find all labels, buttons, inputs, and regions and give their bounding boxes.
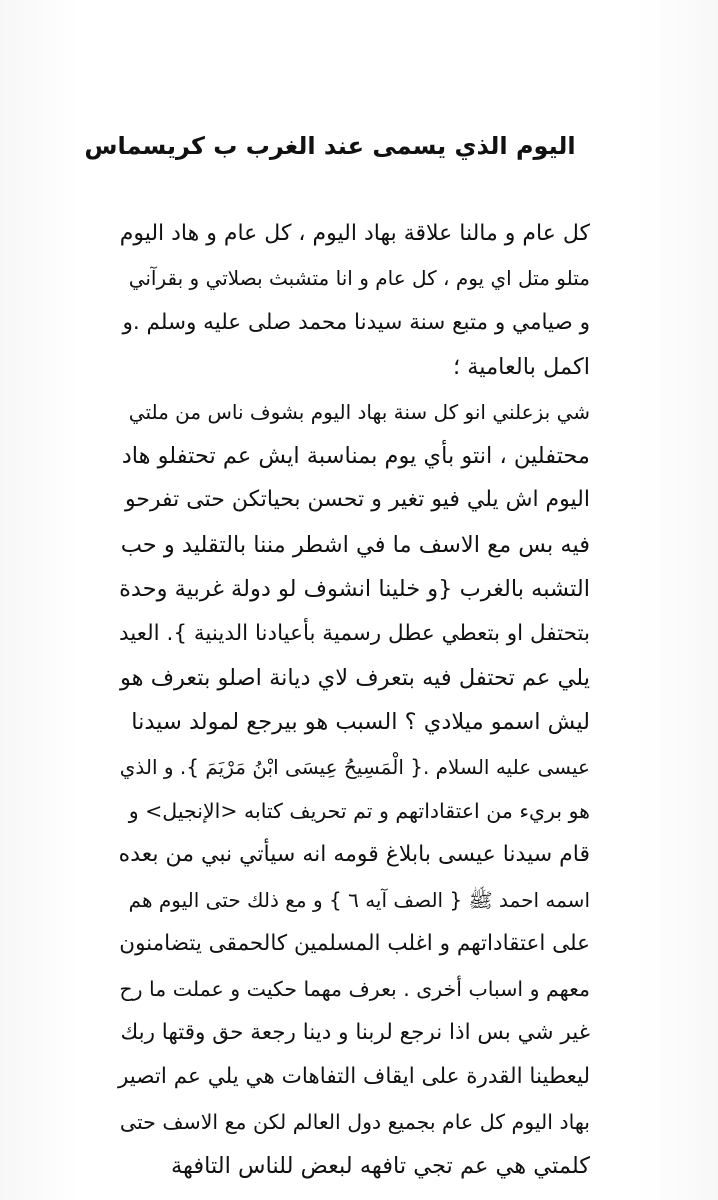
paragraph-line: قام سيدنا عيسى بابلاغ قومه انه سيأتي نبي من بعده: [118, 842, 590, 868]
paragraph-line: محتفلين ، انتو بأي يوم بمناسبة ايش عم تحتفلو هاد: [121, 442, 590, 469]
paragraph-line: يلي عم تحتفل فيه بتعرف لاي ديانة اصلو بتعرف هو: [120, 664, 590, 691]
paragraph-line: اكمل بالعامية ؛: [452, 354, 590, 381]
paragraph-line: اسمه احمد ﷺ { الصف آيه ٦ } و مع ذلك حتى اليوم هم: [128, 887, 590, 912]
paragraph-line: ليش اسمو ميلادي ؟ السبب هو بيرجع لمولد سيدنا: [131, 709, 590, 736]
paragraph-line: شي بزعلني انو كل سنة بهاد اليوم بشوف ناس من ملتي: [128, 399, 590, 424]
paragraph-line: كل عام و مالنا علاقة بهاد اليوم ، كل عام و هاد اليوم: [119, 221, 590, 246]
paragraph-line: هو بريء من اعتقاداتهم و تم تحريف كتابه <الإنجيل> و: [128, 799, 590, 824]
paragraph-line: على اعتقاداتهم و اغلب المسلمين كالحمقى يتضامنون: [119, 931, 590, 957]
paragraph-line: اليوم اش يلي فيو تغير و تحسن بحياتكن حتى تفرحو: [124, 487, 590, 513]
document-title: اليوم الذي يسمى عند الغرب ب كريسماس: [84, 132, 576, 160]
paragraph-line: كلمتي هي عم تجي تافهه لبعض للناس التافهة: [170, 1153, 590, 1180]
paragraph-line: متلو متل اي يوم ، كل عام و انا متشبث بصلاتي و بقرآني: [128, 266, 590, 291]
paragraph-line: بتحتفل او بتعطي عطل رسمية بأعيادنا الدينية }. العيد: [118, 620, 590, 646]
paragraph-line: التشبه بالغرب {و خلينا انشوف لو دولة غربية وحدة: [119, 576, 590, 603]
paragraph-line: و صيامي و متبع سنة سيدنا محمد صلى عليه وسلم .و: [122, 309, 590, 335]
paragraph-line: غير شي بس اذا نرجع لربنا و دينا رجعة حق وقتها ربك: [120, 1020, 590, 1046]
paragraph-line: ليعطينا القدرة على ايقاف التفاهات هي يلي عم اتصير: [117, 1064, 590, 1090]
paragraph-line: معهم و اسباب أخرى . بعرف مهما حكيت و عملت ما رح: [119, 976, 590, 1001]
paragraph-line: بهاد اليوم كل عام بجميع دول العالم لكن مع الاسف حتى: [119, 1109, 590, 1134]
paragraph-line: فيه بس مع الاسف ما في اشطر مننا بالتقليد و حب: [120, 531, 590, 558]
paragraph-line: عيسى عليه السلام .{ الْمَسِيحُ عِيسَى ابْنُ مَرْيَمَ }. و الذي: [119, 754, 590, 779]
document-body: [118, 212, 590, 1189]
